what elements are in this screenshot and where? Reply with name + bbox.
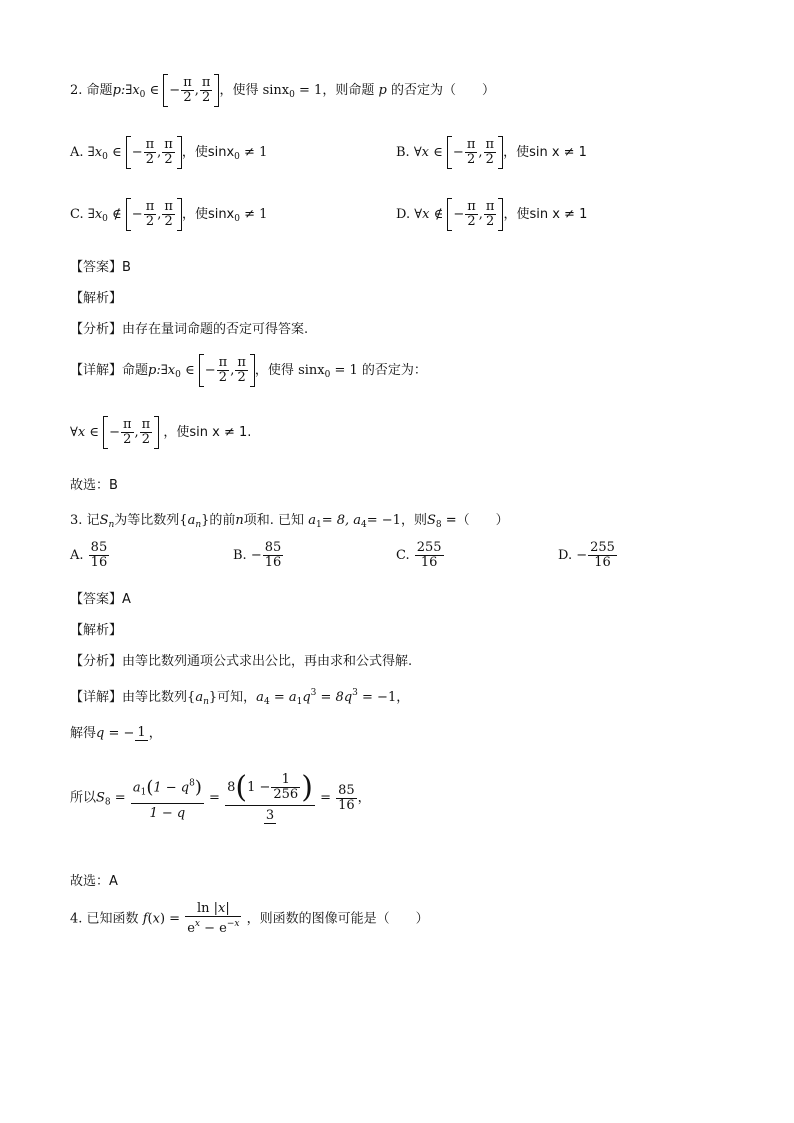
q3-stem: 3. 记$S_n$为等比数列$\{a_n\}$的前n项和. 已知 $a_1= 8$, $a_4= -1$，则$S_8$ =（ ） (70, 513, 509, 530)
interval: − $\frac{\pi}{2}$ , $\frac{\pi}{2}$ (163, 76, 219, 105)
question-number: 2. (70, 83, 83, 98)
q3-answer: 【答案】A (70, 592, 131, 607)
q2-analysis-tag: 【解析】 (70, 291, 123, 306)
q3-option-c[interactable]: C. $\frac{255}{16}$ (396, 540, 442, 570)
q3-sum-formula: 所以$S_8$ = $\frac{a_1(1 - q^8)}{1 - q}$ = 8(1 − $\frac{1}{256}$ ) 3 = $\frac{85}{16}$ ， (70, 769, 371, 823)
q2-option-a[interactable]: A. $\exists x_0$ ∈ − $\frac{\pi}{2}$ , $\frac{\pi}{2}$ ，使sinx$_0$ ≠ 1 (70, 137, 268, 167)
q2-lead: 命题 (86, 83, 113, 98)
q2-option-d[interactable]: D. ∀x ∉ − $\frac{\pi}{2}$ , $\frac{\pi}{2}$ ，使sin x ≠ 1 (396, 199, 588, 229)
q3-detail: 【详解】由等比数列$\{a_n\}$可知，$a_4 = a_1q^3 = 8q^3 = -1$， (70, 688, 410, 707)
q3-option-a[interactable]: A. $\frac{85}{16}$ (70, 540, 108, 570)
q2-fenxi: 【分析】由存在量词命题的否定可得答案. (70, 322, 309, 337)
q2-choose: 故选：B (70, 478, 118, 493)
q2-answer: 【答案】B (70, 260, 131, 275)
q3-analysis-tag: 【解析】 (70, 623, 123, 638)
q2-detail: 【详解】命题$p:\exists x_0$ ∈ − $\frac{\pi}{2}$ , $\frac{\pi}{2}$ ，使得 sinx$_0$ = 1 的否定为： (70, 355, 427, 385)
question-number: 4. (70, 911, 83, 927)
question-number: 3. (70, 513, 83, 528)
q3-solve: 解得q = − 1 ， (70, 725, 162, 741)
q3-option-b[interactable]: B. − $\frac{85}{16}$ (233, 540, 282, 570)
q3-fenxi: 【分析】由等比数列通项公式求出公比，再由求和公式得解. (70, 654, 413, 669)
q2-option-c[interactable]: C. $\exists x_0$ ∉ − $\frac{\pi}{2}$ , $\frac{\pi}{2}$ ，使sinx$_0$ ≠ 1 (70, 199, 268, 229)
q3-choose: 故选：A (70, 874, 118, 889)
q2-option-b[interactable]: B. ∀x ∈ − $\frac{\pi}{2}$ , $\frac{\pi}{2}$ ，使sin x ≠ 1 (396, 137, 587, 167)
q3-option-d[interactable]: D. − $\frac{255}{16}$ (558, 540, 615, 570)
q2-stem: 2. 命题$p:\exists x_0$ ∈ − $\frac{\pi}{2}$ , $\frac{\pi}{2}$ ，使得 sinx$_0$ = 1，则命题 p 的否定为（ ） (70, 75, 495, 105)
q2-detail-line2: ∀x ∈ − $\frac{\pi}{2}$ , $\frac{\pi}{2}$ ，使sin x ≠ 1. (70, 417, 252, 447)
q4-stem: 4. 已知函数 f(x) = $\frac{\ln |x|}{e^x - e^{-x}}$ ，则函数的图像可能是（ ） (70, 901, 429, 936)
